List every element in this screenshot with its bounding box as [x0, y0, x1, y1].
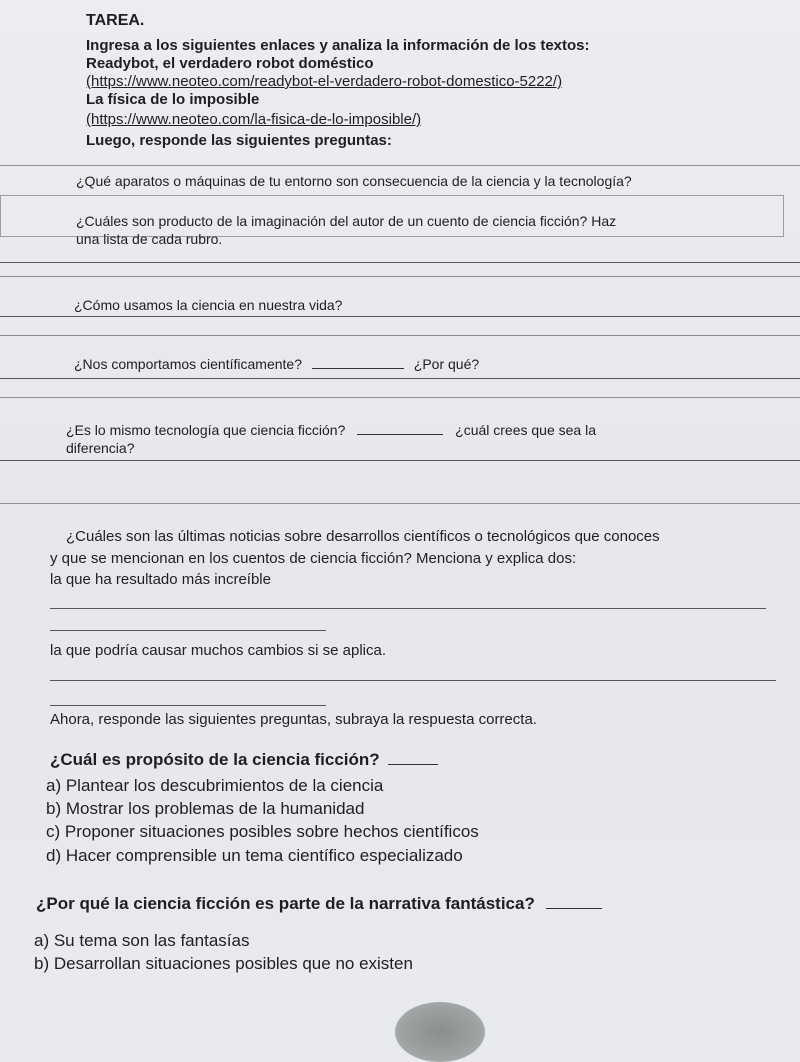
question-4-part-b: ¿Por qué? [413, 356, 480, 372]
question-2-line2: una lista de cada rubro. [76, 231, 223, 247]
mc1-question [50, 750, 438, 770]
mc2-option-a[interactable]: a) Su tema son las fantasías [34, 931, 250, 950]
then-answer-heading: Luego, responde las siguientes preguntas: [86, 132, 392, 149]
mc2-answer-blank[interactable] [546, 908, 602, 909]
mc2-question [36, 894, 602, 914]
text1-title: Readybot, el verdadero robot doméstico [86, 55, 374, 72]
answer-line[interactable] [50, 608, 766, 609]
multiple-choice-intro: Ahora, responde las siguientes preguntas, subraya la respuesta correcta. [50, 711, 537, 728]
question-2-line1: ¿Cuáles son producto de la imaginación del autor de un cuento de ciencia ficción? Haz [76, 213, 617, 229]
answer-line[interactable] [50, 630, 326, 631]
text2-link[interactable]: (https://www.neoteo.com/la-fisica-de-lo-imposible/) [86, 111, 422, 128]
news-item-1: la que ha resultado más increíble [50, 571, 271, 588]
question-4 [74, 356, 479, 372]
answer-line[interactable] [0, 460, 800, 461]
news-item-2: la que podría causar muchos cambios si se aplica. [50, 642, 387, 659]
mc1-option-c[interactable]: c) Proponer situaciones posibles sobre hechos científicos [46, 822, 479, 841]
question-3: ¿Cómo usamos la ciencia en nuestra vida? [74, 297, 343, 313]
rule [0, 165, 800, 166]
mc2-option-b[interactable]: b) Desarrollan situaciones posibles que no existen [34, 954, 413, 973]
answer-line[interactable] [0, 316, 800, 317]
answer-line[interactable] [0, 262, 800, 263]
text2-title: La física de lo imposible [86, 91, 260, 108]
instruction-text: Ingresa a los siguientes enlaces y analiza la información de los textos: [86, 37, 590, 54]
answer-line[interactable] [0, 378, 800, 379]
mc1-option-b[interactable]: b) Mostrar los problemas de la humanidad [46, 799, 365, 818]
mc1-answer-blank[interactable] [388, 764, 438, 765]
question-1: ¿Qué aparatos o máquinas de tu entorno son consecuencia de la ciencia y la tecnología? [76, 173, 632, 189]
question-4-part-a: ¿Nos comportamos científicamente? [74, 356, 302, 372]
question-5 [66, 422, 596, 438]
question-5-part-a: ¿Es lo mismo tecnología que ciencia ficción? [66, 422, 346, 438]
mc1-option-d[interactable]: d) Hacer comprensible un tema científico especializado [46, 846, 463, 865]
news-question-line1: ¿Cuáles son las últimas noticias sobre desarrollos científicos o tecnológicos que conoces [66, 528, 660, 545]
answer-line[interactable] [0, 276, 800, 277]
stamp-mark [395, 1002, 485, 1062]
answer-line[interactable] [0, 397, 800, 398]
answer-line[interactable] [50, 680, 776, 681]
question-4-blank[interactable] [312, 368, 404, 369]
answer-line[interactable] [50, 705, 326, 706]
question-5-line2: diferencia? [66, 440, 135, 456]
question-5-part-b: ¿cuál crees que sea la [455, 422, 596, 438]
worksheet-title: TAREA. [86, 12, 145, 29]
news-question-line2: y que se mencionan en los cuentos de ciencia ficción? Menciona y explica dos: [50, 550, 577, 567]
question-5-blank[interactable] [357, 434, 443, 435]
answer-line[interactable] [0, 335, 800, 336]
text1-link[interactable]: (https://www.neoteo.com/readybot-el-verdadero-robot-domestico-5222/) [86, 73, 563, 90]
mc1-question-text: ¿Cuál es propósito de la ciencia ficción? [50, 750, 380, 769]
answer-line[interactable] [0, 503, 800, 504]
mc2-question-text: ¿Por qué la ciencia ficción es parte de la narrativa fantástica? [36, 894, 535, 913]
mc1-option-a[interactable]: a) Plantear los descubrimientos de la ciencia [46, 776, 384, 795]
